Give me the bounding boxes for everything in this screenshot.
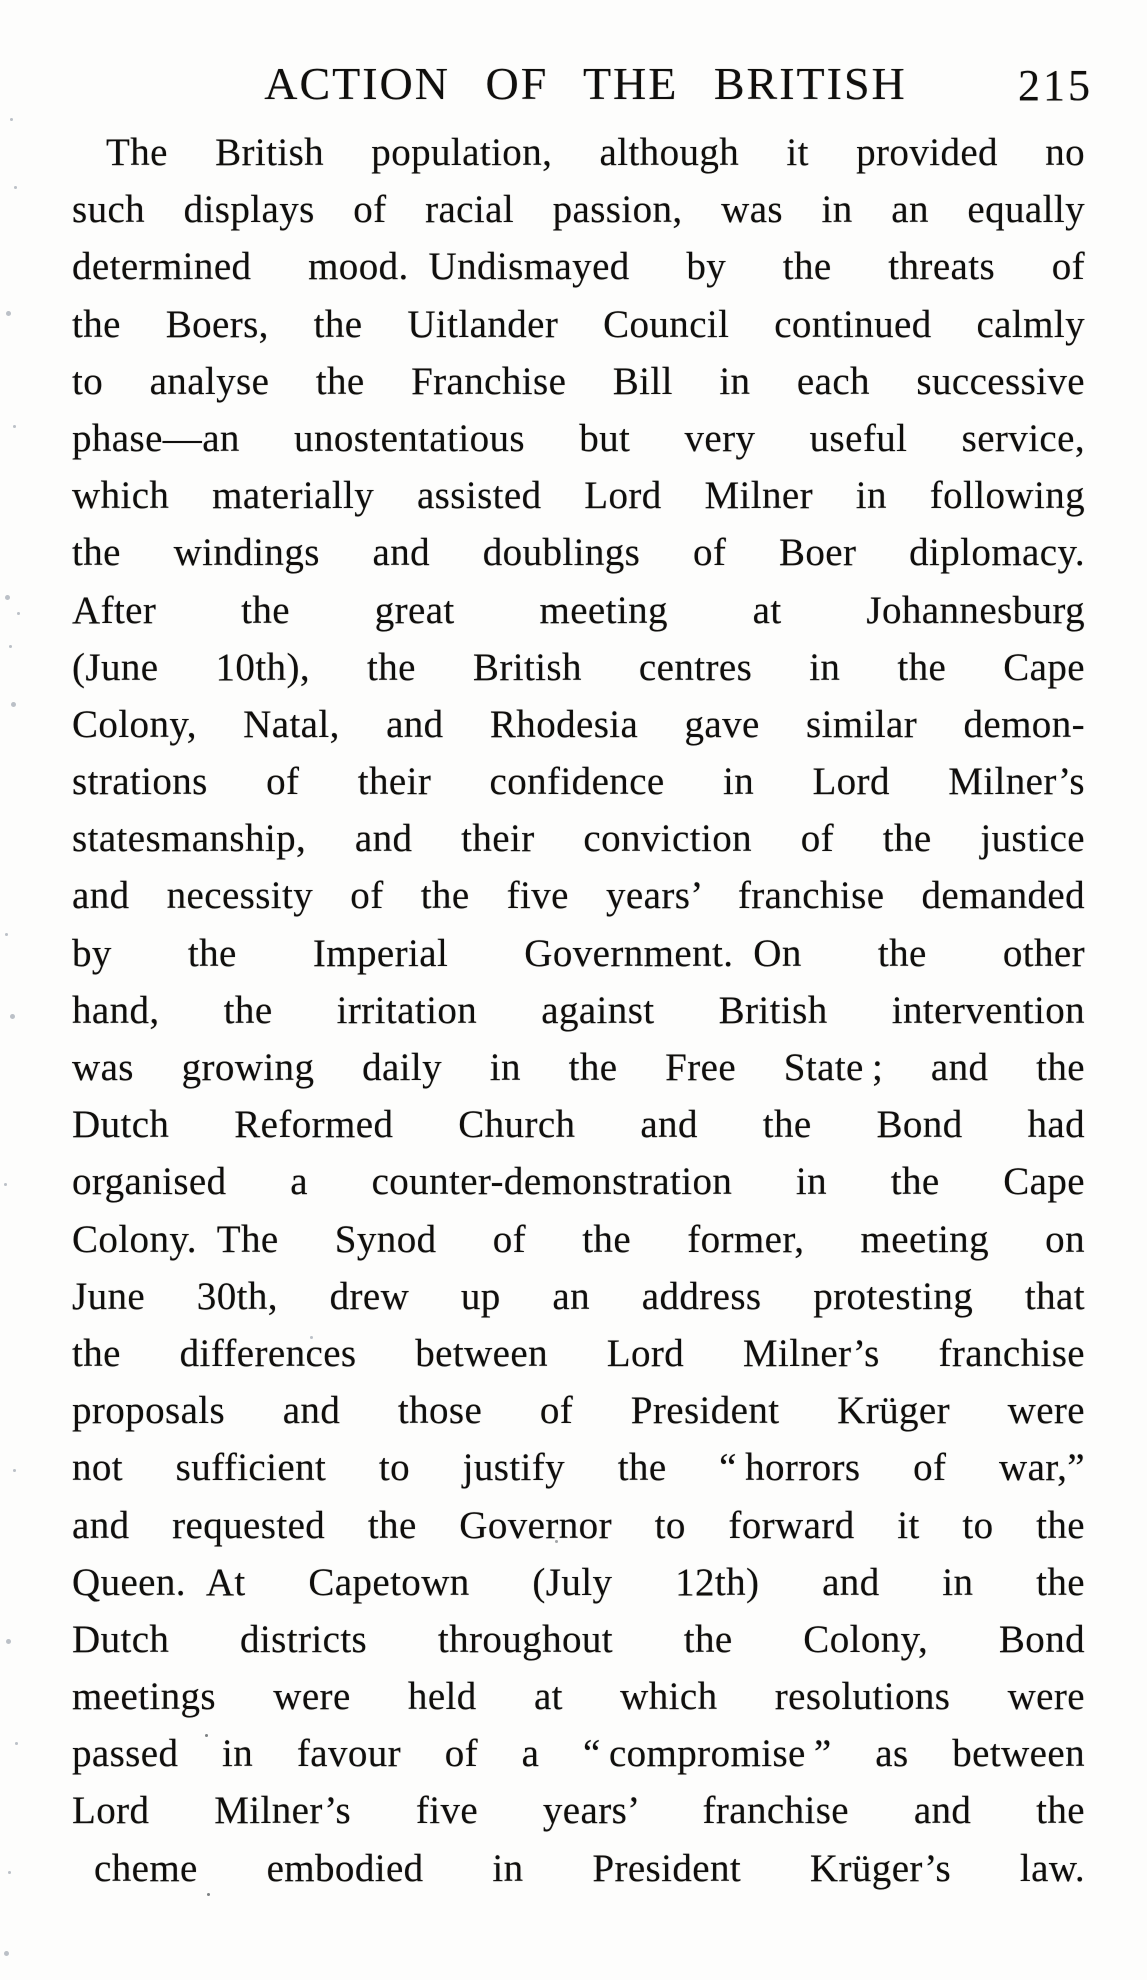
text-line: The British population, although it provided no	[106, 131, 1085, 174]
text-line: After the great meeting at Johannesburg	[72, 588, 1085, 632]
text-line: and requested the Governor to forward it to the	[72, 1503, 1085, 1547]
text-line: (June 10th), the British centres in the Cape	[72, 645, 1085, 689]
text-line: was growing daily in the Free State ; and the	[72, 1046, 1085, 1089]
running-header	[72, 58, 1093, 110]
text-line: Dutch districts throughout the Colony, Bond	[72, 1617, 1085, 1661]
text-line: Dutch Reformed Church and the Bond had	[72, 1103, 1085, 1147]
text-line: by the Imperial Government. On the other	[72, 931, 1085, 975]
scan-noise-specks	[0, 0, 3, 3]
text-line: not sufficient to justify the “ horrors of war,”	[72, 1446, 1085, 1490]
running-header-title: ACTION OF THE BRITISH	[264, 58, 907, 109]
book-page	[72, 58, 1093, 1897]
text-line: Colony, Natal, and Rhodesia gave similar demon-	[72, 702, 1085, 746]
text-line: the windings and doublings of Boer diplomacy.	[72, 531, 1085, 575]
text-line: meetings were held at which resolutions were	[72, 1675, 1085, 1719]
text-line: hand, the irritation against British intervention	[72, 988, 1085, 1032]
text-line: proposals and those of President Krüger were	[72, 1389, 1085, 1433]
text-line: the differences between Lord Milner’s franchise	[72, 1331, 1085, 1375]
text-line: Colony. The Synod of the former, meeting on	[72, 1217, 1085, 1261]
text-line: such displays of racial passion, was in an equally	[72, 188, 1085, 232]
text-line: phase—an unostentatious but very useful service,	[72, 416, 1085, 460]
body-paragraph	[72, 124, 1085, 1897]
text-line: organised a counter-demonstration in the Cape	[72, 1160, 1085, 1204]
text-line: determined mood. Undismayed by the threats of	[72, 245, 1085, 289]
text-line: and necessity of the five years’ franchise demanded	[72, 874, 1085, 918]
text-line: strations of their confidence in Lord Milner’s	[72, 760, 1085, 804]
page-number: 215	[1018, 61, 1093, 110]
text-line: the Boers, the Uitlander Council continued calmly	[72, 302, 1085, 346]
text-line: passed in favour of a “ compromise ” as between	[72, 1732, 1085, 1776]
text-line: Queen. At Capetown (July 12th) and in the	[72, 1560, 1085, 1604]
text-line: Lord Milner’s five years’ franchise and the	[72, 1789, 1085, 1833]
text-line: statesmanship, and their conviction of the justice	[72, 817, 1085, 861]
text-line: cheme embodied in President Krüger’s law.	[94, 1846, 1085, 1890]
text-line: June 30th, drew up an address protesting that	[72, 1274, 1085, 1318]
text-line: which materially assisted Lord Milner in following	[72, 474, 1085, 518]
text-line: to analyse the Franchise Bill in each successive	[72, 359, 1085, 403]
